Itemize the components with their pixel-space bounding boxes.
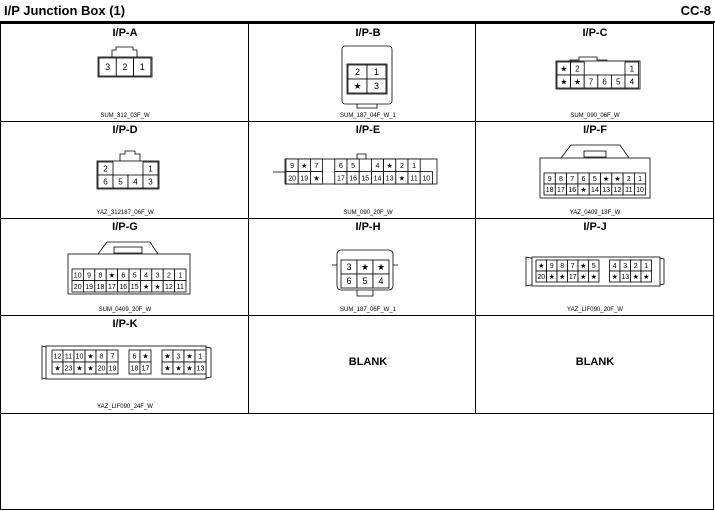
pin-label: ★: [142, 283, 150, 291]
connector-diagram: [6, 121, 244, 218]
pin-label: ★: [301, 162, 308, 170]
connector-cell: [476, 218, 714, 315]
grid-divider: [1, 413, 714, 414]
pin-label: ★: [580, 263, 587, 271]
pin-label: 13: [196, 365, 205, 373]
pin-label: 3: [105, 62, 111, 73]
pin-label: 10: [73, 272, 82, 280]
pin-label: 3: [346, 262, 352, 273]
pin-label: 2: [122, 62, 128, 73]
pin-label: 5: [362, 276, 368, 287]
pin-label: 5: [118, 177, 123, 187]
pin-label: ★: [164, 365, 171, 373]
connector-title: I/P-K: [112, 318, 138, 330]
connector-cell: [476, 24, 714, 121]
pin-label: 10: [75, 353, 84, 361]
connector-diagram: [249, 121, 487, 218]
pin-label: 7: [314, 162, 319, 170]
pin-label: 15: [130, 283, 139, 291]
pin-label: 11: [625, 187, 633, 195]
pin-label: 2: [103, 164, 108, 174]
connector-latch: [357, 154, 366, 159]
pin-label: 2: [626, 176, 631, 184]
connector-cell: [249, 121, 487, 218]
pin-label: 17: [568, 274, 577, 282]
pin-label: 8: [560, 263, 565, 271]
connector-cell: [6, 315, 244, 412]
pin-label: 20: [288, 175, 296, 183]
pin-label: 4: [612, 263, 617, 271]
pin-label: 20: [73, 283, 82, 291]
pin-label: ★: [76, 365, 83, 373]
pin-label: 16: [349, 175, 357, 183]
connector-cell: [6, 121, 244, 218]
connector-diagram: [6, 24, 244, 121]
connector-title: I/P-J: [583, 221, 607, 233]
connector-title: I/P-C: [582, 27, 608, 39]
pin-label: 8: [558, 176, 563, 184]
pin-label: 4: [144, 272, 149, 280]
page-code: CC-8: [680, 3, 711, 18]
pin-label: 17: [337, 175, 345, 183]
pin-label: 18: [545, 187, 554, 195]
pin-label: 23: [64, 365, 73, 373]
pin-label: 19: [300, 175, 309, 183]
pin-label: ★: [559, 274, 566, 282]
connector-diagram: [6, 218, 244, 315]
pin-label: 12: [613, 187, 622, 195]
connector-diagram: [249, 218, 487, 315]
pin-label: 8: [99, 353, 104, 361]
connector-part-number: SUM_090_20F_W: [343, 210, 393, 216]
pin-label: 17: [557, 187, 565, 195]
pin-label: ★: [142, 353, 149, 361]
pin-label: ★: [603, 176, 610, 184]
pin-label: 6: [346, 276, 352, 287]
pin-label: ★: [54, 365, 61, 373]
pin-label: 7: [110, 353, 115, 361]
pin-label: 13: [602, 187, 611, 195]
pin-label: 17: [108, 283, 116, 291]
pin-label: 19: [85, 283, 93, 291]
pin-label: 1: [178, 272, 183, 280]
pin-label: 6: [338, 162, 343, 170]
pin-label: ★: [87, 353, 94, 361]
pin-label: 5: [132, 272, 137, 280]
pin-label: ★: [313, 175, 320, 183]
connector-cell: [6, 24, 244, 121]
pin-label: 11: [410, 175, 418, 183]
blank-cell: [249, 315, 487, 412]
connector-title: I/P-G: [112, 221, 138, 233]
connector-part-number: SUM_312_03F_W: [100, 113, 150, 119]
pin-label: ★: [560, 64, 568, 74]
pin-label: 2: [354, 67, 361, 78]
connector-diagram: [476, 24, 714, 121]
pin-label: 17: [141, 365, 150, 373]
pin-label: 3: [176, 353, 181, 361]
pin-label: 7: [588, 77, 594, 87]
pin-label: 8: [98, 272, 103, 280]
pin-label: 12: [165, 283, 173, 291]
pin-label: 1: [644, 263, 649, 271]
pin-label: 15: [361, 175, 370, 183]
page-title: I/P Junction Box (1): [4, 3, 126, 18]
pin-label: 19: [108, 365, 117, 373]
pin-label: 6: [132, 353, 137, 361]
pin-label: 13: [385, 175, 394, 183]
pin-label: 4: [629, 77, 635, 87]
connector-part-number: YAZ_312187_06F_W: [96, 210, 154, 216]
pin-label: 5: [592, 176, 597, 184]
pin-label: ★: [108, 272, 116, 280]
connector-cell: [249, 24, 487, 121]
connector-title: I/P-E: [355, 124, 381, 136]
pin-label: 5: [615, 77, 621, 87]
pin-label: ★: [580, 274, 587, 282]
pin-label: 10: [422, 175, 431, 183]
pin-label: 18: [96, 283, 105, 291]
pin-label: 16: [119, 283, 128, 291]
connector-part-number: SUM_0409_20F_W: [98, 307, 152, 313]
connector-part-number: YAZ_LIF090_20F_W: [567, 307, 623, 313]
pin-label: 6: [121, 272, 126, 280]
connector-title: I/P-D: [112, 124, 138, 136]
pin-label: 1: [629, 64, 635, 74]
pin-label: ★: [164, 353, 171, 361]
connector-title: I/P-H: [355, 221, 381, 233]
connector-part-number: SUM_187_06F_W_1: [339, 307, 397, 313]
pin-label: ★: [398, 175, 406, 183]
pin-label: 9: [547, 176, 552, 184]
pin-label: 2: [575, 64, 580, 74]
pin-label: ★: [175, 365, 182, 373]
pin-label: 9: [290, 162, 295, 170]
pin-label: ★: [186, 365, 193, 373]
pin-label: ★: [611, 274, 618, 282]
connector-cell: [249, 218, 487, 315]
pin-label: ★: [580, 187, 587, 195]
pin-label: ★: [643, 274, 650, 282]
pin-label: 16: [568, 187, 577, 195]
blank-label: BLANK: [348, 356, 388, 368]
pin-label: 9: [87, 272, 92, 280]
pin-label: 3: [373, 81, 380, 92]
pin-label: ★: [186, 353, 193, 361]
connector-title: I/P-B: [355, 27, 381, 39]
pin-label: ★: [560, 77, 568, 87]
pin-label: 20: [537, 274, 546, 282]
connector-diagram: [476, 218, 714, 315]
pin-label: 1: [198, 353, 203, 361]
pin-label: 20: [97, 365, 106, 373]
pin-label: ★: [386, 162, 393, 170]
pin-label: 10: [636, 187, 644, 195]
pin-label: ★: [154, 283, 161, 291]
connector-title: I/P-A: [112, 27, 138, 39]
pin-label: ★: [548, 274, 555, 282]
pin-label: ★: [353, 81, 362, 92]
pin-label: 3: [623, 263, 628, 271]
connector-lock: [114, 247, 142, 253]
pin-label: 1: [148, 164, 153, 174]
pin-label: 2: [399, 162, 404, 170]
blank-label: BLANK: [575, 356, 615, 368]
pin-label: ★: [538, 263, 545, 271]
connector-diagram: [6, 315, 244, 412]
pin-label: ★: [614, 176, 621, 184]
connector-diagram: [476, 121, 714, 218]
pin-label: 6: [103, 177, 108, 187]
pin-label: 7: [570, 176, 575, 184]
connector-cell: [476, 121, 714, 218]
connector-part-number: SUM_090_06F_W: [570, 113, 620, 119]
connector-title: I/P-F: [583, 124, 607, 136]
pin-label: 1: [638, 176, 643, 184]
pin-label: 2: [166, 272, 171, 280]
connector-latch: [112, 47, 137, 57]
pin-label: 4: [378, 276, 384, 287]
connector-lock: [584, 151, 606, 157]
pin-label: 2: [633, 263, 638, 271]
pin-label: 14: [590, 187, 599, 195]
pin-label: 5: [351, 162, 356, 170]
pin-label: 14: [373, 175, 382, 183]
connector-part-number: YAZ_LIF090_24F_W: [97, 404, 153, 410]
pin-label: 5: [591, 263, 596, 271]
pin-label: ★: [376, 262, 386, 273]
connector-latch: [120, 151, 140, 161]
connector-part-number: SUM_187_04F_W_1: [339, 113, 397, 119]
pin-label: ★: [87, 365, 94, 373]
connector-part-number: YAZ_0409_18F_W: [569, 210, 621, 216]
pin-label: 4: [133, 177, 138, 187]
pin-label: 7: [570, 263, 575, 271]
pin-label: ★: [590, 274, 597, 282]
pin-label: 6: [581, 176, 586, 184]
pin-label: 18: [130, 365, 139, 373]
connector-diagram: [249, 24, 487, 121]
pin-label: 13: [621, 274, 630, 282]
pin-label: ★: [573, 77, 581, 87]
page-header: [0, 0, 715, 23]
pin-label: 6: [602, 77, 607, 87]
pin-label: 11: [176, 283, 184, 291]
connector-grid: [0, 23, 714, 510]
pin-label: ★: [632, 274, 639, 282]
pin-label: 1: [412, 162, 417, 170]
connector-latch: [357, 290, 373, 296]
pin-label: 9: [549, 263, 554, 271]
connector-latch: [357, 104, 377, 108]
pin-label: 3: [155, 272, 160, 280]
blank-cell: [476, 315, 714, 412]
connector-cell: [6, 218, 244, 315]
pin-label: 11: [64, 353, 73, 361]
pin-label: 4: [375, 162, 380, 170]
pin-label: 3: [148, 177, 153, 187]
pin-label: ★: [360, 262, 370, 273]
pin-label: 12: [53, 353, 62, 361]
pin-label: 1: [139, 62, 145, 73]
pin-label: 1: [373, 67, 380, 78]
